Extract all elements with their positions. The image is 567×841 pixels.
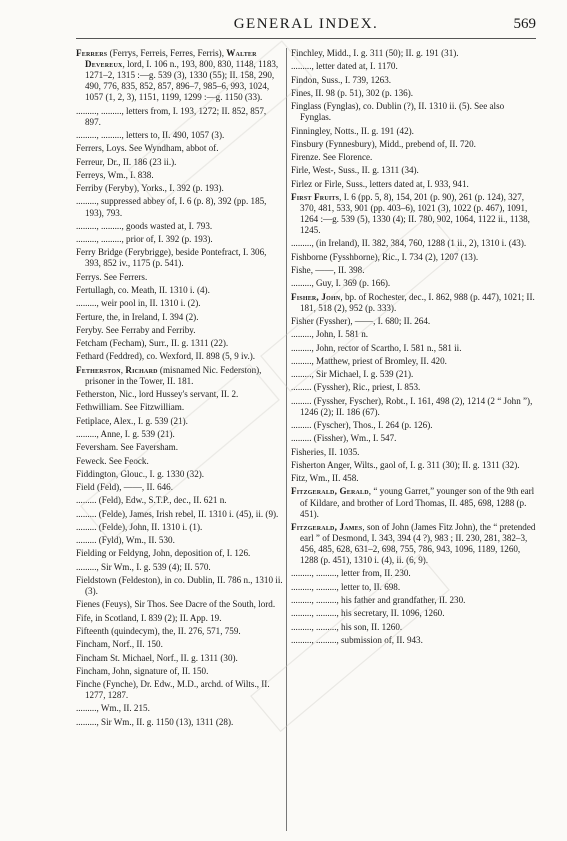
index-entry bbox=[76, 575, 284, 597]
index-heading-name: Ferrers bbox=[76, 48, 108, 58]
index-entry bbox=[291, 486, 536, 519]
index-entry-text: Fertullagh, co. Meath, II. 1310 i. (4). bbox=[76, 285, 210, 296]
index-entry-text: Finche (Fynche), Dr. Edw., M.D., archd. of Wilts., II. 1277, 1287. bbox=[76, 679, 270, 701]
index-entry-text: Fethwilliam. See Fitzwilliam. bbox=[76, 402, 185, 413]
index-entry bbox=[76, 170, 284, 181]
index-entry-text: ........., ........., letter from, II. 230. bbox=[291, 568, 411, 579]
index-entry-text: ........., John, rector of Scartho, I. 581 n., 581 ii. bbox=[291, 342, 462, 353]
index-entry-text: Ferrys. See Ferrers. bbox=[76, 271, 148, 282]
index-entry bbox=[76, 469, 284, 480]
index-heading-name: Fetherston bbox=[76, 364, 121, 375]
index-entry bbox=[291, 152, 536, 163]
index-entry-text: ........., ........., prior of, I. 392 (p. 193). bbox=[76, 234, 213, 245]
index-entry bbox=[76, 626, 284, 637]
index-entry-text: Finningley, Notts., II. g. 191 (42). bbox=[291, 125, 414, 136]
index-entry bbox=[76, 106, 284, 128]
index-entry-text: ......... (Fyssher, Fyscher), Robt., I. 161, 498 (2), 1214 (2 “ John ”), 1246 (2); II. 186 (67). bbox=[291, 395, 533, 417]
index-entry-text: ........., Matthew, priest of Bromley, II. 420. bbox=[291, 355, 447, 366]
index-entry-text: ......... (Fyscher), Thos., I. 264 (p. 126). bbox=[291, 420, 433, 431]
index-heading-name: Richard bbox=[125, 364, 158, 375]
index-entry bbox=[291, 252, 536, 263]
index-entry-text: Fetcham (Fecham), Surr., II. g. 1311 (22). bbox=[76, 338, 229, 349]
index-entry bbox=[76, 495, 284, 506]
index-entry bbox=[76, 221, 284, 232]
index-entry bbox=[76, 703, 284, 714]
index-entry-text: Fetiplace, Alex., I. g. 539 (21). bbox=[76, 415, 188, 426]
index-entry-text: Fincham St. Michael, Norf., II. g. 1311 (30). bbox=[76, 652, 238, 663]
index-entry-text: Fethard (Feddred), co. Wexford, II. 898 (5, 9 iv.). bbox=[76, 351, 256, 362]
index-entry-text: Ferriby (Feryby), Yorks., I. 392 (p. 193). bbox=[76, 183, 224, 194]
index-entry-text: ........., John, I. 581 n. bbox=[291, 329, 369, 340]
index-entry-text: ........., ........., submission of, II. 943. bbox=[291, 634, 423, 645]
index-entry bbox=[76, 196, 284, 218]
index-entry-text: ........., Sir Wm., I. g. 539 (4); II. 570. bbox=[76, 561, 211, 572]
index-entry-text: ......... (Felde), John, II. 1310 i. (1). bbox=[76, 521, 203, 532]
index-entry bbox=[76, 482, 284, 493]
index-entry bbox=[291, 582, 536, 593]
index-entry-text: ........., Sir Michael, I. g. 539 (21). bbox=[291, 369, 414, 380]
index-entry-text: , “ young Garret,” younger son of the 9th earl of Kildare, and brother of Lord Thomas, II. 485, 698, 1288 (p. 451). bbox=[300, 486, 535, 519]
index-entry bbox=[291, 356, 536, 367]
index-entry-text: Fetherston, Nic., lord Hussey's servant, II. 2. bbox=[76, 389, 239, 400]
index-entry bbox=[76, 389, 284, 400]
index-entry bbox=[76, 535, 284, 546]
index-entry-text: Finchley, Midd., I. g. 311 (50); II. g. 191 (31). bbox=[291, 48, 459, 58]
index-entry-text: Ferreys, Wm., I. 838. bbox=[76, 169, 154, 180]
index-entry-text: Firlez or Firle, Suss., letters dated at, I. 933, 941. bbox=[291, 178, 469, 189]
index-heading-name: Fisher, John bbox=[291, 291, 341, 302]
index-entry bbox=[291, 473, 536, 484]
index-entry-text: Ferture, the, in Ireland, I. 394 (2). bbox=[76, 311, 199, 322]
index-entry bbox=[76, 562, 284, 573]
index-entry bbox=[291, 126, 536, 137]
index-column-left bbox=[76, 48, 284, 730]
index-entry-text: Fiddington, Glouc., I. g. 1330 (32). bbox=[76, 468, 205, 479]
index-entry-text: ........., Sir Wm., II. g. 1150 (13), 1311 (28). bbox=[76, 716, 234, 727]
index-entry bbox=[291, 192, 536, 236]
index-entry bbox=[76, 272, 284, 283]
index-entry bbox=[76, 653, 284, 664]
index-entry-text: Fincham, Norf., II. 150. bbox=[76, 639, 163, 650]
index-heading-name: Walter Devereux bbox=[85, 48, 257, 70]
index-entry-text: Fincham, John, signature of, II. 150. bbox=[76, 665, 209, 676]
index-entry-text: ......... (Feld), Edw., S.T.P., dec., II. 621 n. bbox=[76, 495, 227, 506]
index-entry-text: Fienes (Feuys), Sir Thos. See Dacre of the South, lord. bbox=[76, 599, 276, 610]
index-entry-text: ........., ........., goods wasted at, I. 793. bbox=[76, 220, 213, 231]
index-entry bbox=[76, 717, 284, 728]
index-entry-text: Finglass (Fynglas), co. Dublin (?), II. 1310 ii. (5). See also Fynglas. bbox=[291, 101, 505, 123]
index-entry bbox=[291, 101, 536, 123]
index-heading-name: First Fruits bbox=[291, 191, 340, 202]
index-entry bbox=[76, 416, 284, 427]
index-entry-text: (Ferrys, Ferreis, Ferres, Ferris), bbox=[107, 48, 227, 58]
index-entry bbox=[76, 325, 284, 336]
index-entry-text: , bp. of Rochester, dec., I. 862, 988 (p. 447), 1021; II. 181, 518 (2), 952 (p. 333). bbox=[300, 291, 535, 313]
index-entry bbox=[291, 369, 536, 380]
index-entry-text: ........., ........., letters to, II. 490, 1057 (3). bbox=[76, 130, 225, 141]
index-entry-text: Feryby. See Ferraby and Ferriby. bbox=[76, 324, 196, 335]
index-entry bbox=[291, 61, 536, 72]
index-entry bbox=[291, 278, 536, 289]
index-entry bbox=[76, 639, 284, 650]
index-entry bbox=[76, 338, 284, 349]
index-entry bbox=[76, 234, 284, 245]
index-entry bbox=[76, 130, 284, 141]
index-entry bbox=[291, 622, 536, 633]
index-entry bbox=[291, 292, 536, 314]
index-entry bbox=[291, 265, 536, 276]
index-entry bbox=[76, 429, 284, 440]
index-entry-text: Finsbury (Fynnesbury), Midd., prebend of, II. 720. bbox=[291, 138, 476, 149]
index-entry-text: Fishborne (Fysshborne), Ric., I. 734 (2), 1207 (13). bbox=[291, 251, 479, 262]
index-entry bbox=[291, 460, 536, 471]
index-entry bbox=[76, 183, 284, 194]
index-entry-text: Feweck. See Feock. bbox=[76, 455, 149, 466]
index-entry bbox=[291, 179, 536, 190]
index-entry bbox=[291, 48, 536, 59]
index-entry-text: Fisheries, II. 1035. bbox=[291, 446, 360, 457]
column-divider bbox=[286, 48, 287, 831]
index-entry-text: Fisherton Anger, Wilts., gaol of, I. g. 311 (30); II. g. 1311 (32). bbox=[291, 459, 520, 470]
running-header bbox=[76, 14, 536, 39]
index-entry-text: ......... (Fyssher), Ric., priest, I. 853. bbox=[291, 382, 421, 393]
index-entry-text: Ferrers, Loys. See Wyndham, abbot of. bbox=[76, 143, 219, 154]
index-entry-text: ........., ........., his son, II. 1260. bbox=[291, 621, 403, 632]
index-entry-text: ........., ........., letters from, I. 193, 1272; II. 852, 857, 897. bbox=[76, 105, 267, 127]
index-entry bbox=[291, 595, 536, 606]
index-entry-text: ........., ........., his father and grandfather, II. 230. bbox=[291, 595, 466, 606]
index-entry-text: ........., Wm., II. 215. bbox=[76, 703, 150, 714]
index-entry-text: Fifteenth (quindecym), the, II. 276, 571, 759. bbox=[76, 625, 241, 636]
index-entry-text: Findon, Suss., I. 739, 1263. bbox=[291, 74, 392, 85]
index-entry bbox=[76, 548, 284, 559]
index-entry bbox=[291, 139, 536, 150]
index-entry-text: ......... (Fissher), Wm., I. 547. bbox=[291, 433, 397, 444]
index-entry bbox=[76, 679, 284, 701]
index-entry-text: , I. 6 (pp. 5, 8), 154, 201 (p. 90), 261 (p. 124), 327, 370, 481, 533, 901 (pp. 403–6), 1021 (3), 1022 (p. 467), 1091, 1264 :—g. 539 (5), 1330 (4); II. 780, 902, 1064, 1122 ii., 1138, 1245. bbox=[300, 191, 530, 236]
index-entry-text: ........., ........., his secretary, II. 1096, 1260. bbox=[291, 608, 445, 619]
index-entry bbox=[76, 157, 284, 168]
index-entry bbox=[291, 568, 536, 579]
index-entry bbox=[76, 613, 284, 624]
index-entry-text: Ferreur, Dr., II. 186 (23 ii.). bbox=[76, 156, 177, 167]
index-entry bbox=[291, 420, 536, 431]
index-entry bbox=[291, 343, 536, 354]
index-entry bbox=[291, 316, 536, 327]
index-entry bbox=[76, 365, 284, 387]
page-title: GENERAL INDEX. bbox=[233, 16, 379, 32]
index-entry bbox=[291, 75, 536, 86]
index-entry-text: ........., weir pool in, II. 1310 i. (2). bbox=[76, 298, 201, 309]
index-entry bbox=[76, 522, 284, 533]
index-entry bbox=[291, 635, 536, 646]
index-entry bbox=[291, 522, 536, 566]
index-entry bbox=[291, 608, 536, 619]
index-entry bbox=[76, 402, 284, 413]
index-heading-name: Fitzgerald, James bbox=[291, 521, 363, 532]
index-entry-text: Fines, II. 98 (p. 51), 302 (p. 136). bbox=[291, 87, 413, 98]
index-entry-text: , son of John (James Fitz John), the “ pretended earl ” of Desmond, I. 343, 394 (4 ?), 983 ; II. 230, 281, 382–3, 456, 485, 628, 631–2, 698, 755, 786, 943, 1096, 1189, 1260, 1288 (p. 451), 1310 i. (4), ii. (6, 9). bbox=[300, 521, 536, 566]
index-entry-text: Fielding or Feldyng, John, deposition of, I. 126. bbox=[76, 548, 251, 559]
index-entry bbox=[291, 238, 536, 249]
index-entry bbox=[76, 247, 284, 269]
index-entry bbox=[291, 88, 536, 99]
index-entry-text: ........., (in Ireland), II. 382, 384, 760, 1288 (1 ii., 2), 1310 i. (43). bbox=[291, 238, 527, 249]
index-entry-text: ......... (Fyld), Wm., II. 530. bbox=[76, 535, 175, 546]
index-entry bbox=[76, 312, 284, 323]
index-entry-text: Ferry Bridge (Ferybrigge), beside Pontefract, I. 306, 393, 852 iv., 1175 (p. 541). bbox=[76, 247, 267, 269]
index-entry-text: Firle, West-, Suss., II. g. 1311 (34). bbox=[291, 165, 419, 176]
index-entry-text: Firenze. See Florence. bbox=[291, 152, 373, 163]
index-entry bbox=[76, 351, 284, 362]
index-heading-name: Fitzgerald, Gerald bbox=[291, 486, 369, 497]
index-entry bbox=[76, 456, 284, 467]
index-entry bbox=[291, 396, 536, 418]
index-entry bbox=[76, 666, 284, 677]
index-entry-text: ........., Anne, I. g. 539 (21). bbox=[76, 428, 175, 439]
index-entry-text: ........., Guy, I. 369 (p. 166). bbox=[291, 278, 391, 289]
index-entry bbox=[76, 285, 284, 296]
index-entry-text: Fisher (Fyssher), ——, I. 680; II. 264. bbox=[291, 315, 431, 326]
index-entry bbox=[76, 509, 284, 520]
index-entry bbox=[291, 165, 536, 176]
index-entry bbox=[76, 143, 284, 154]
index-entry-text: ........., ........., letter to, II. 698. bbox=[291, 581, 401, 592]
index-entry-text: , lord, I. 106 n., 193, 800, 830, 1148, 1183, 1271–2, 1315 :—g. 539 (3), 1330 (55); II. 158, 290, 490, 776, 835, 852, 857, 896–7, 985–6, 993, 1024, 1057 (1, 2, 3), 1151, 1199, 1299 :—g. 1150 (33). bbox=[85, 59, 279, 103]
index-entry-text: ........., suppressed abbey of, I. 6 (p. 8), 392 (pp. 185, 193), 793. bbox=[76, 196, 267, 218]
index-entry bbox=[291, 447, 536, 458]
index-column-right bbox=[291, 48, 536, 648]
index-entry bbox=[76, 599, 284, 610]
index-entry bbox=[76, 48, 284, 103]
index-entry bbox=[291, 329, 536, 340]
page-number: 569 bbox=[513, 16, 536, 32]
index-entry-text: Feversham. See Faversham. bbox=[76, 442, 179, 453]
index-entry-text: (misnamed Nic. Federston), prisoner in the Tower, II. 181. bbox=[85, 364, 262, 386]
index-entry-text: Fieldstown (Feldeston), in co. Dublin, II. 786 n., 1310 ii. (3). bbox=[76, 575, 283, 597]
index-entry-text: Fitz, Wm., II. 458. bbox=[291, 473, 359, 484]
index-entry-text: ........., letter dated at, I. 1170. bbox=[291, 61, 398, 72]
index-entry-text: Fishe, ——, II. 398. bbox=[291, 265, 365, 276]
index-entry bbox=[76, 442, 284, 453]
index-entry bbox=[76, 298, 284, 309]
index-entry-text: , bbox=[120, 364, 126, 375]
index-entry bbox=[291, 433, 536, 444]
index-entry-text: ......... (Felde), James, Irish rebel, II. 1310 i. (45), ii. (9). bbox=[76, 508, 279, 519]
index-entry-text: Fife, in Scotland, I. 839 (2); II. App. 19. bbox=[76, 612, 222, 623]
index-entry-text: Field (Feld), ——, II. 646. bbox=[76, 482, 173, 493]
index-entry bbox=[291, 382, 536, 393]
